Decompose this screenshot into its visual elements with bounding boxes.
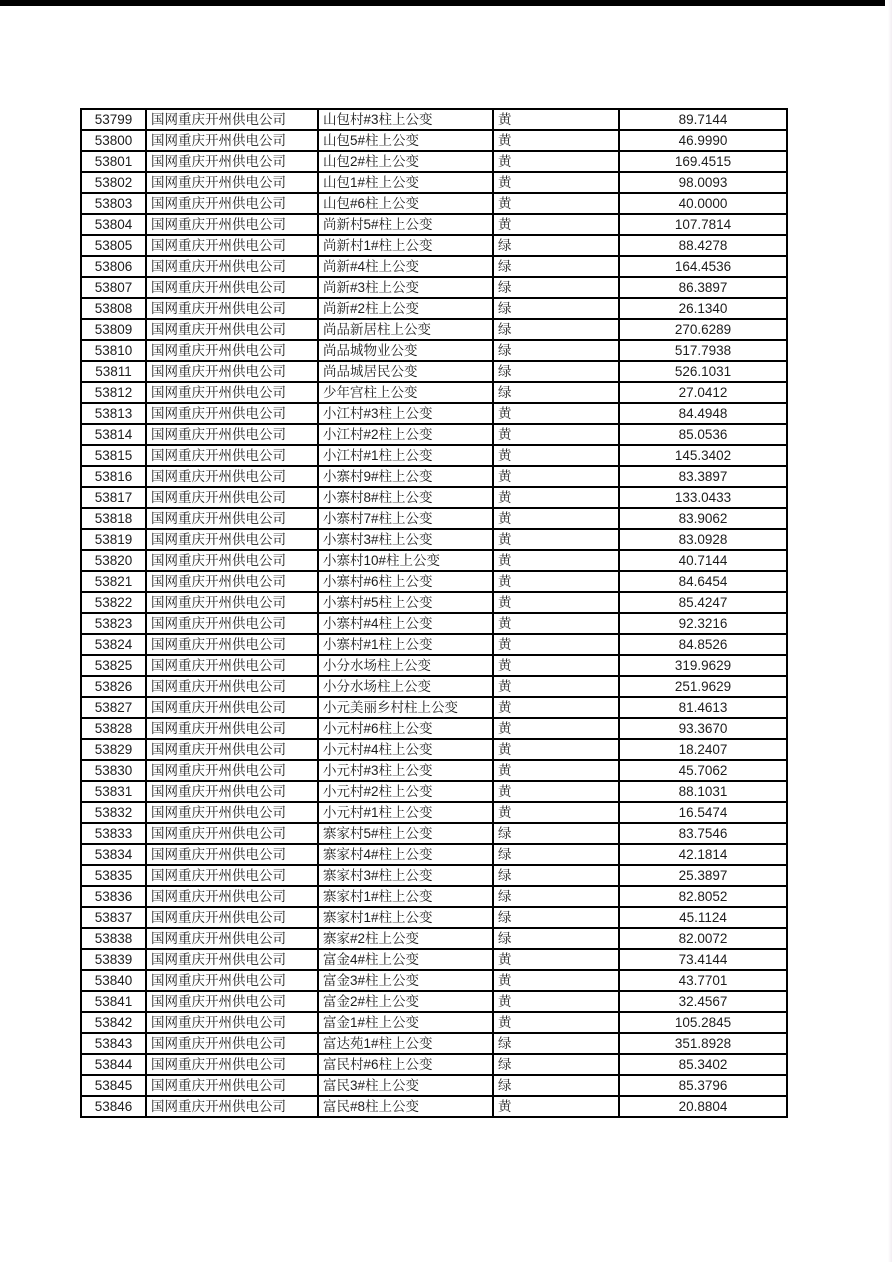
cell-company-name: 国网重庆开州供电公司	[146, 109, 318, 130]
cell-company-name: 国网重庆开州供电公司	[146, 466, 318, 487]
cell-transformer-name: 小寨村9#柱上公变	[318, 466, 493, 487]
cell-transformer-name: 富金2#柱上公变	[318, 991, 493, 1012]
cell-record-id: 53826	[81, 676, 146, 697]
cell-record-id: 53799	[81, 109, 146, 130]
cell-transformer-name: 小元村#6柱上公变	[318, 718, 493, 739]
cell-numeric-value: 20.8804	[619, 1096, 787, 1117]
cell-record-id: 53816	[81, 466, 146, 487]
cell-transformer-name: 小元村#1柱上公变	[318, 802, 493, 823]
cell-company-name: 国网重庆开州供电公司	[146, 361, 318, 382]
cell-transformer-name: 尚品城居民公变	[318, 361, 493, 382]
cell-record-id: 53808	[81, 298, 146, 319]
cell-record-id: 53845	[81, 1075, 146, 1096]
cell-numeric-value: 16.5474	[619, 802, 787, 823]
table-row	[81, 466, 787, 487]
cell-company-name: 国网重庆开州供电公司	[146, 907, 318, 928]
cell-status-color: 黄	[493, 718, 619, 739]
cell-numeric-value: 92.3216	[619, 613, 787, 634]
cell-numeric-value: 18.2407	[619, 739, 787, 760]
cell-company-name: 国网重庆开州供电公司	[146, 424, 318, 445]
cell-company-name: 国网重庆开州供电公司	[146, 739, 318, 760]
cell-status-color: 绿	[493, 361, 619, 382]
cell-transformer-name: 小寨村#1柱上公变	[318, 634, 493, 655]
cell-numeric-value: 26.1340	[619, 298, 787, 319]
table-row	[81, 214, 787, 235]
cell-record-id: 53815	[81, 445, 146, 466]
cell-status-color: 黄	[493, 802, 619, 823]
cell-record-id: 53809	[81, 319, 146, 340]
table-row	[81, 676, 787, 697]
cell-transformer-name: 寨家村1#柱上公变	[318, 907, 493, 928]
cell-status-color: 黄	[493, 1096, 619, 1117]
cell-status-color: 黄	[493, 466, 619, 487]
cell-transformer-name: 小寨村#4柱上公变	[318, 613, 493, 634]
cell-numeric-value: 32.4567	[619, 991, 787, 1012]
cell-numeric-value: 93.3670	[619, 718, 787, 739]
cell-record-id: 53838	[81, 928, 146, 949]
cell-numeric-value: 82.8052	[619, 886, 787, 907]
cell-company-name: 国网重庆开州供电公司	[146, 319, 318, 340]
cell-numeric-value: 85.3402	[619, 1054, 787, 1075]
cell-transformer-name: 尚新#4柱上公变	[318, 256, 493, 277]
cell-company-name: 国网重庆开州供电公司	[146, 970, 318, 991]
cell-transformer-name: 富金3#柱上公变	[318, 970, 493, 991]
cell-company-name: 国网重庆开州供电公司	[146, 928, 318, 949]
cell-record-id: 53825	[81, 655, 146, 676]
top-black-bar	[0, 0, 885, 6]
cell-status-color: 绿	[493, 298, 619, 319]
cell-transformer-name: 尚新村1#柱上公变	[318, 235, 493, 256]
cell-status-color: 黄	[493, 697, 619, 718]
cell-status-color: 黄	[493, 739, 619, 760]
cell-numeric-value: 88.1031	[619, 781, 787, 802]
cell-status-color: 绿	[493, 382, 619, 403]
cell-status-color: 黄	[493, 760, 619, 781]
cell-transformer-name: 小分水场柱上公变	[318, 676, 493, 697]
cell-record-id: 53829	[81, 739, 146, 760]
cell-status-color: 黄	[493, 613, 619, 634]
cell-status-color: 绿	[493, 928, 619, 949]
cell-transformer-name: 山包2#柱上公变	[318, 151, 493, 172]
cell-numeric-value: 517.7938	[619, 340, 787, 361]
cell-record-id: 53817	[81, 487, 146, 508]
cell-numeric-value: 82.0072	[619, 928, 787, 949]
table-row	[81, 655, 787, 676]
cell-record-id: 53828	[81, 718, 146, 739]
cell-transformer-name: 富金4#柱上公变	[318, 949, 493, 970]
table-row	[81, 382, 787, 403]
cell-company-name: 国网重庆开州供电公司	[146, 298, 318, 319]
cell-numeric-value: 526.1031	[619, 361, 787, 382]
table-row	[81, 592, 787, 613]
cell-record-id: 53823	[81, 613, 146, 634]
cell-numeric-value: 83.7546	[619, 823, 787, 844]
cell-numeric-value: 84.8526	[619, 634, 787, 655]
cell-status-color: 绿	[493, 235, 619, 256]
cell-status-color: 绿	[493, 256, 619, 277]
cell-record-id: 53810	[81, 340, 146, 361]
cell-numeric-value: 145.3402	[619, 445, 787, 466]
cell-company-name: 国网重庆开州供电公司	[146, 949, 318, 970]
cell-record-id: 53812	[81, 382, 146, 403]
cell-transformer-name: 小江村#3柱上公变	[318, 403, 493, 424]
cell-record-id: 53814	[81, 424, 146, 445]
cell-numeric-value: 27.0412	[619, 382, 787, 403]
cell-company-name: 国网重庆开州供电公司	[146, 529, 318, 550]
table-row	[81, 172, 787, 193]
cell-status-color: 黄	[493, 655, 619, 676]
cell-status-color: 绿	[493, 1033, 619, 1054]
cell-transformer-name: 小元村#2柱上公变	[318, 781, 493, 802]
cell-transformer-name: 小元村#4柱上公变	[318, 739, 493, 760]
cell-status-color: 黄	[493, 109, 619, 130]
cell-company-name: 国网重庆开州供电公司	[146, 1054, 318, 1075]
cell-status-color: 绿	[493, 886, 619, 907]
cell-numeric-value: 105.2845	[619, 1012, 787, 1033]
cell-transformer-name: 山包#6柱上公变	[318, 193, 493, 214]
cell-record-id: 53843	[81, 1033, 146, 1054]
cell-record-id: 53831	[81, 781, 146, 802]
cell-company-name: 国网重庆开州供电公司	[146, 256, 318, 277]
cell-transformer-name: 小江村#1柱上公变	[318, 445, 493, 466]
table-row	[81, 424, 787, 445]
table-row	[81, 445, 787, 466]
cell-record-id: 53836	[81, 886, 146, 907]
cell-transformer-name: 尚新村5#柱上公变	[318, 214, 493, 235]
cell-record-id: 53833	[81, 823, 146, 844]
cell-transformer-name: 富达苑1#柱上公变	[318, 1033, 493, 1054]
cell-transformer-name: 小寨村7#柱上公变	[318, 508, 493, 529]
cell-record-id: 53804	[81, 214, 146, 235]
cell-company-name: 国网重庆开州供电公司	[146, 1012, 318, 1033]
table-row	[81, 1096, 787, 1117]
cell-company-name: 国网重庆开州供电公司	[146, 235, 318, 256]
cell-transformer-name: 富民3#柱上公变	[318, 1075, 493, 1096]
cell-record-id: 53835	[81, 865, 146, 886]
table-row	[81, 529, 787, 550]
cell-status-color: 黄	[493, 592, 619, 613]
cell-record-id: 53824	[81, 634, 146, 655]
cell-numeric-value: 86.3897	[619, 277, 787, 298]
cell-company-name: 国网重庆开州供电公司	[146, 592, 318, 613]
cell-company-name: 国网重庆开州供电公司	[146, 613, 318, 634]
cell-company-name: 国网重庆开州供电公司	[146, 1075, 318, 1096]
table-row	[81, 802, 787, 823]
table-row	[81, 634, 787, 655]
cell-numeric-value: 85.3796	[619, 1075, 787, 1096]
table-row	[81, 970, 787, 991]
cell-company-name: 国网重庆开州供电公司	[146, 487, 318, 508]
cell-transformer-name: 小分水场柱上公变	[318, 655, 493, 676]
cell-record-id: 53801	[81, 151, 146, 172]
cell-transformer-name: 富金1#柱上公变	[318, 1012, 493, 1033]
table-row	[81, 760, 787, 781]
cell-status-color: 黄	[493, 949, 619, 970]
cell-company-name: 国网重庆开州供电公司	[146, 340, 318, 361]
cell-record-id: 53830	[81, 760, 146, 781]
cell-status-color: 黄	[493, 403, 619, 424]
cell-company-name: 国网重庆开州供电公司	[146, 214, 318, 235]
cell-numeric-value: 42.1814	[619, 844, 787, 865]
cell-record-id: 53839	[81, 949, 146, 970]
cell-company-name: 国网重庆开州供电公司	[146, 676, 318, 697]
table-row	[81, 928, 787, 949]
cell-record-id: 53811	[81, 361, 146, 382]
cell-company-name: 国网重庆开州供电公司	[146, 781, 318, 802]
cell-transformer-name: 尚新#2柱上公变	[318, 298, 493, 319]
cell-record-id: 53800	[81, 130, 146, 151]
table-row	[81, 907, 787, 928]
table-row	[81, 298, 787, 319]
cell-company-name: 国网重庆开州供电公司	[146, 823, 318, 844]
cell-transformer-name: 山包1#柱上公变	[318, 172, 493, 193]
cell-record-id: 53820	[81, 550, 146, 571]
table-row	[81, 697, 787, 718]
cell-numeric-value: 319.9629	[619, 655, 787, 676]
cell-status-color: 黄	[493, 508, 619, 529]
cell-status-color: 黄	[493, 550, 619, 571]
cell-record-id: 53802	[81, 172, 146, 193]
cell-record-id: 53807	[81, 277, 146, 298]
table-body	[81, 109, 787, 1117]
cell-numeric-value: 133.0433	[619, 487, 787, 508]
cell-status-color: 绿	[493, 844, 619, 865]
cell-transformer-name: 小寨村8#柱上公变	[318, 487, 493, 508]
table-row	[81, 886, 787, 907]
table-row	[81, 823, 787, 844]
table-row	[81, 340, 787, 361]
cell-transformer-name: 寨家村3#柱上公变	[318, 865, 493, 886]
cell-company-name: 国网重庆开州供电公司	[146, 571, 318, 592]
cell-record-id: 53813	[81, 403, 146, 424]
cell-numeric-value: 169.4515	[619, 151, 787, 172]
cell-record-id: 53803	[81, 193, 146, 214]
cell-company-name: 国网重庆开州供电公司	[146, 697, 318, 718]
table-row	[81, 256, 787, 277]
cell-numeric-value: 107.7814	[619, 214, 787, 235]
cell-numeric-value: 89.7144	[619, 109, 787, 130]
cell-company-name: 国网重庆开州供电公司	[146, 1096, 318, 1117]
cell-company-name: 国网重庆开州供电公司	[146, 718, 318, 739]
cell-numeric-value: 98.0093	[619, 172, 787, 193]
table-row	[81, 739, 787, 760]
table-row	[81, 277, 787, 298]
cell-numeric-value: 83.3897	[619, 466, 787, 487]
cell-company-name: 国网重庆开州供电公司	[146, 802, 318, 823]
cell-transformer-name: 尚品新居柱上公变	[318, 319, 493, 340]
cell-transformer-name: 寨家村5#柱上公变	[318, 823, 493, 844]
cell-company-name: 国网重庆开州供电公司	[146, 886, 318, 907]
cell-transformer-name: 山包村#3柱上公变	[318, 109, 493, 130]
cell-record-id: 53834	[81, 844, 146, 865]
cell-status-color: 黄	[493, 571, 619, 592]
cell-record-id: 53842	[81, 1012, 146, 1033]
table-row	[81, 571, 787, 592]
table-row	[81, 403, 787, 424]
cell-numeric-value: 40.7144	[619, 550, 787, 571]
cell-record-id: 53841	[81, 991, 146, 1012]
cell-record-id: 53846	[81, 1096, 146, 1117]
cell-numeric-value: 83.9062	[619, 508, 787, 529]
cell-numeric-value: 84.4948	[619, 403, 787, 424]
cell-status-color: 绿	[493, 907, 619, 928]
cell-status-color: 黄	[493, 676, 619, 697]
cell-transformer-name: 富民村#6柱上公变	[318, 1054, 493, 1075]
cell-status-color: 绿	[493, 865, 619, 886]
cell-company-name: 国网重庆开州供电公司	[146, 844, 318, 865]
table-row	[81, 1054, 787, 1075]
cell-numeric-value: 270.6289	[619, 319, 787, 340]
cell-numeric-value: 88.4278	[619, 235, 787, 256]
cell-transformer-name: 寨家#2柱上公变	[318, 928, 493, 949]
cell-status-color: 黄	[493, 151, 619, 172]
table-row	[81, 613, 787, 634]
cell-record-id: 53832	[81, 802, 146, 823]
cell-numeric-value: 25.3897	[619, 865, 787, 886]
cell-company-name: 国网重庆开州供电公司	[146, 151, 318, 172]
cell-transformer-name: 小元村#3柱上公变	[318, 760, 493, 781]
cell-company-name: 国网重庆开州供电公司	[146, 445, 318, 466]
cell-company-name: 国网重庆开州供电公司	[146, 865, 318, 886]
cell-company-name: 国网重庆开州供电公司	[146, 760, 318, 781]
cell-transformer-name: 少年宫柱上公变	[318, 382, 493, 403]
cell-status-color: 黄	[493, 487, 619, 508]
cell-transformer-name: 小寨村3#柱上公变	[318, 529, 493, 550]
cell-company-name: 国网重庆开州供电公司	[146, 508, 318, 529]
cell-company-name: 国网重庆开州供电公司	[146, 403, 318, 424]
table-row	[81, 550, 787, 571]
cell-status-color: 绿	[493, 340, 619, 361]
page-right-edge	[888, 0, 892, 1262]
cell-numeric-value: 85.0536	[619, 424, 787, 445]
cell-status-color: 黄	[493, 193, 619, 214]
cell-record-id: 53844	[81, 1054, 146, 1075]
cell-company-name: 国网重庆开州供电公司	[146, 655, 318, 676]
cell-numeric-value: 83.0928	[619, 529, 787, 550]
cell-status-color: 黄	[493, 970, 619, 991]
table-row	[81, 949, 787, 970]
table-row	[81, 319, 787, 340]
cell-status-color: 黄	[493, 172, 619, 193]
cell-record-id: 53822	[81, 592, 146, 613]
cell-numeric-value: 351.8928	[619, 1033, 787, 1054]
cell-transformer-name: 小江村#2柱上公变	[318, 424, 493, 445]
cell-status-color: 绿	[493, 1075, 619, 1096]
cell-numeric-value: 73.4144	[619, 949, 787, 970]
table-row	[81, 487, 787, 508]
table-row	[81, 1012, 787, 1033]
cell-status-color: 黄	[493, 130, 619, 151]
cell-company-name: 国网重庆开州供电公司	[146, 634, 318, 655]
cell-company-name: 国网重庆开州供电公司	[146, 550, 318, 571]
cell-numeric-value: 251.9629	[619, 676, 787, 697]
cell-status-color: 黄	[493, 424, 619, 445]
table-row	[81, 508, 787, 529]
cell-company-name: 国网重庆开州供电公司	[146, 991, 318, 1012]
cell-record-id: 53806	[81, 256, 146, 277]
cell-numeric-value: 46.9990	[619, 130, 787, 151]
cell-transformer-name: 小寨村#6柱上公变	[318, 571, 493, 592]
transformer-data-table	[80, 108, 788, 1118]
cell-status-color: 黄	[493, 529, 619, 550]
cell-company-name: 国网重庆开州供电公司	[146, 277, 318, 298]
table-row	[81, 781, 787, 802]
cell-numeric-value: 45.7062	[619, 760, 787, 781]
cell-status-color: 黄	[493, 634, 619, 655]
cell-numeric-value: 164.4536	[619, 256, 787, 277]
cell-transformer-name: 小寨村#5柱上公变	[318, 592, 493, 613]
cell-status-color: 绿	[493, 277, 619, 298]
cell-numeric-value: 43.7701	[619, 970, 787, 991]
cell-transformer-name: 寨家村1#柱上公变	[318, 886, 493, 907]
cell-transformer-name: 山包5#柱上公变	[318, 130, 493, 151]
table-row	[81, 1075, 787, 1096]
table-row	[81, 844, 787, 865]
cell-status-color: 黄	[493, 991, 619, 1012]
cell-record-id: 53821	[81, 571, 146, 592]
cell-record-id: 53840	[81, 970, 146, 991]
cell-record-id: 53837	[81, 907, 146, 928]
table-row	[81, 1033, 787, 1054]
table-row	[81, 193, 787, 214]
cell-company-name: 国网重庆开州供电公司	[146, 1033, 318, 1054]
table-row	[81, 235, 787, 256]
table-row	[81, 130, 787, 151]
cell-status-color: 绿	[493, 319, 619, 340]
table-row	[81, 865, 787, 886]
cell-numeric-value: 45.1124	[619, 907, 787, 928]
cell-status-color: 绿	[493, 823, 619, 844]
cell-numeric-value: 40.0000	[619, 193, 787, 214]
cell-numeric-value: 85.4247	[619, 592, 787, 613]
cell-numeric-value: 81.4613	[619, 697, 787, 718]
cell-transformer-name: 寨家村4#柱上公变	[318, 844, 493, 865]
table-row	[81, 151, 787, 172]
table-row	[81, 109, 787, 130]
cell-transformer-name: 富民#8柱上公变	[318, 1096, 493, 1117]
cell-numeric-value: 84.6454	[619, 571, 787, 592]
cell-status-color: 黄	[493, 214, 619, 235]
cell-company-name: 国网重庆开州供电公司	[146, 172, 318, 193]
table-row	[81, 991, 787, 1012]
cell-status-color: 黄	[493, 445, 619, 466]
cell-record-id: 53827	[81, 697, 146, 718]
table-row	[81, 361, 787, 382]
cell-status-color: 黄	[493, 781, 619, 802]
cell-status-color: 黄	[493, 1012, 619, 1033]
cell-record-id: 53819	[81, 529, 146, 550]
cell-transformer-name: 小元美丽乡村柱上公变	[318, 697, 493, 718]
cell-company-name: 国网重庆开州供电公司	[146, 193, 318, 214]
cell-record-id: 53818	[81, 508, 146, 529]
cell-transformer-name: 尚品城物业公变	[318, 340, 493, 361]
cell-transformer-name: 尚新#3柱上公变	[318, 277, 493, 298]
cell-status-color: 绿	[493, 1054, 619, 1075]
cell-company-name: 国网重庆开州供电公司	[146, 130, 318, 151]
cell-transformer-name: 小寨村10#柱上公变	[318, 550, 493, 571]
table-row	[81, 718, 787, 739]
cell-record-id: 53805	[81, 235, 146, 256]
cell-company-name: 国网重庆开州供电公司	[146, 382, 318, 403]
